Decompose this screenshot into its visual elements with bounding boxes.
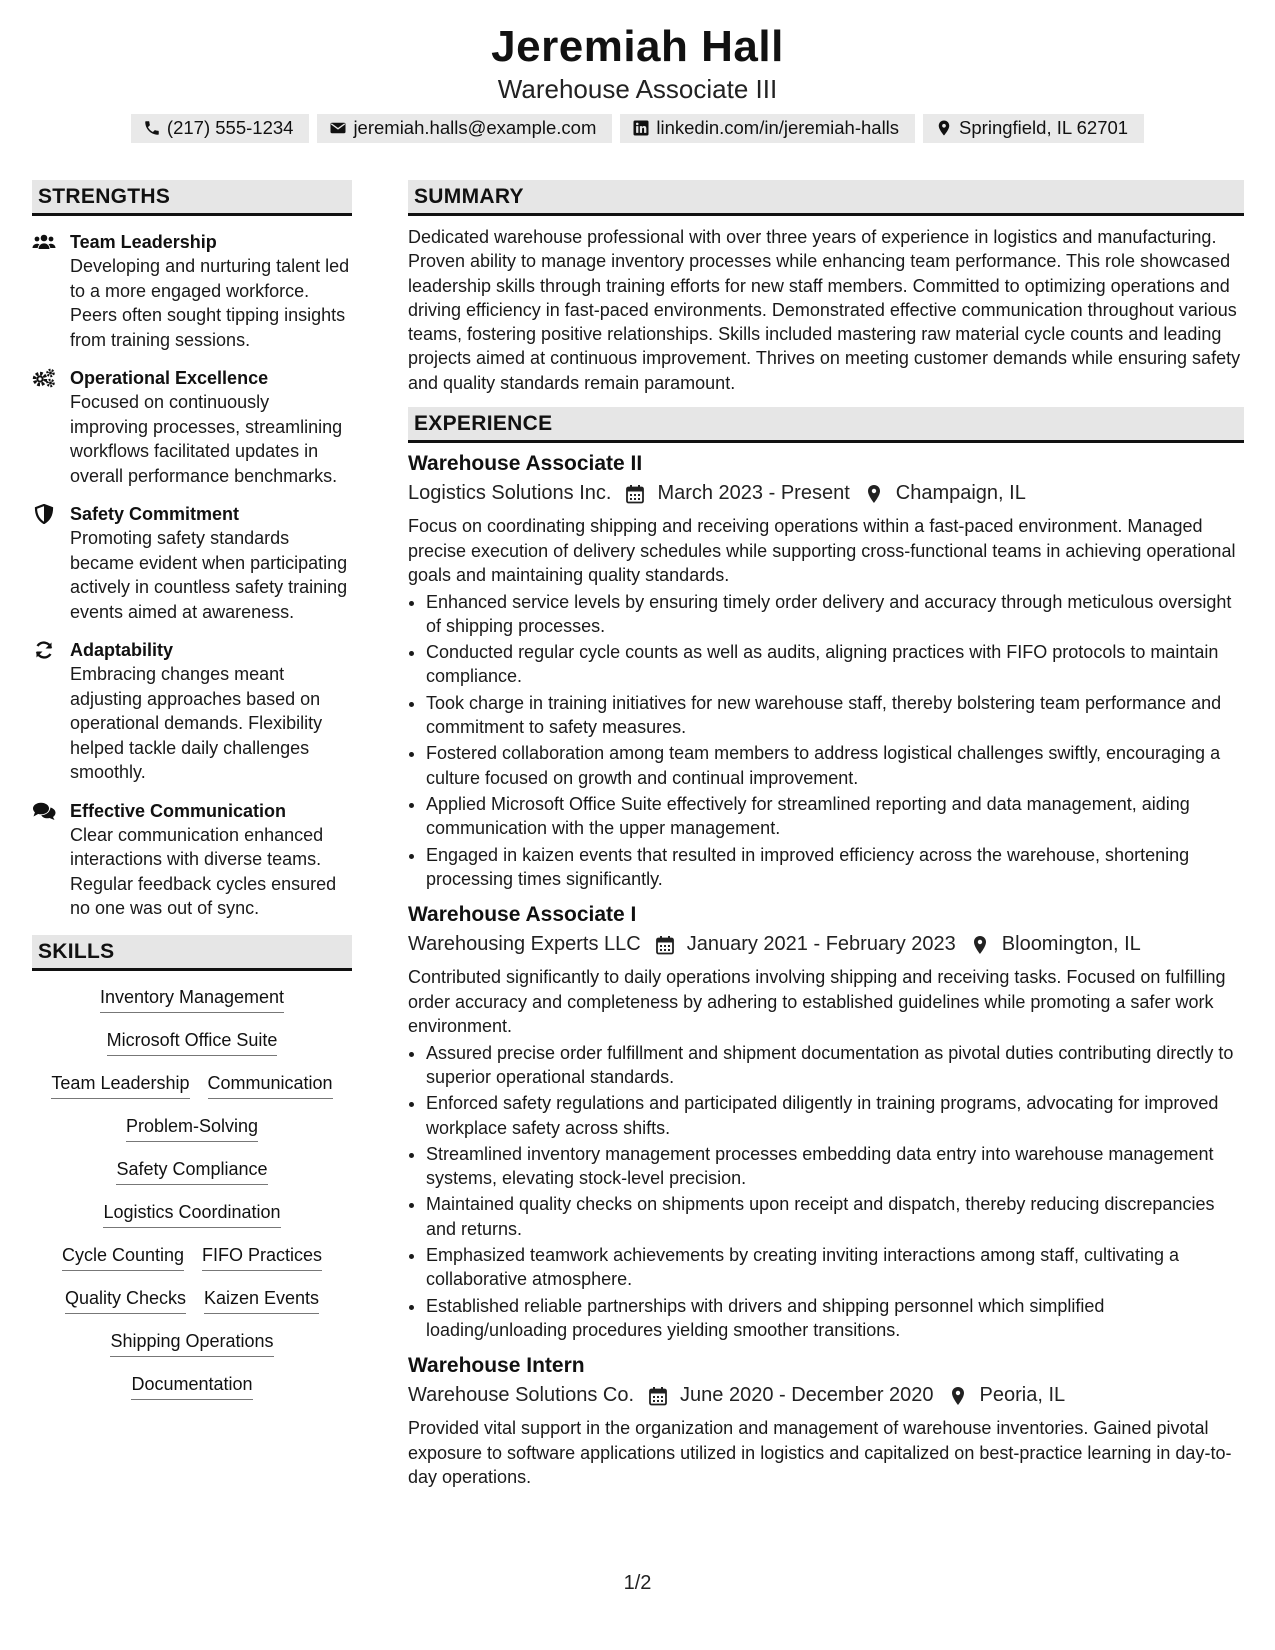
job-company: Warehousing Experts LLC xyxy=(408,933,641,956)
skills-row xyxy=(51,1073,332,1099)
skills-list xyxy=(32,987,352,1417)
job-bullet: • Enhanced service levels by ensuring timely order delivery and accuracy through meticulous oversight of shipping processes. xyxy=(426,590,1244,639)
strength-item xyxy=(32,230,352,352)
skills-row xyxy=(131,1374,252,1400)
skill-tag: Problem-Solving xyxy=(126,1116,258,1142)
strength-desc: Developing and nurturing talent led to a more engaged workforce. Peers often sought tipping insights from training sessions. xyxy=(70,256,350,350)
skill-tag: Team Leadership xyxy=(51,1073,189,1099)
skills-row xyxy=(62,1245,322,1271)
linkedin-icon xyxy=(632,119,650,137)
strength-desc: Focused on continuously improving processes, streamlining workflows facilitated updates in overall performance benchmarks. xyxy=(70,392,343,486)
skills-row xyxy=(100,987,284,1013)
job-company: Logistics Solutions Inc. xyxy=(408,482,612,505)
job-bullet: • Applied Microsoft Office Suite effectively for streamlined reporting and data management, aiding communication with the upper management. xyxy=(426,792,1244,841)
strength-desc: Embracing changes meant adjusting approaches based on operational demands. Flexibility helped tackle daily challenges smoothly. xyxy=(70,664,323,782)
job-location: Bloomington, IL xyxy=(1001,933,1141,956)
contact-linkedin[interactable] xyxy=(620,114,915,143)
calendar-icon xyxy=(625,484,645,504)
strength-item xyxy=(32,366,352,488)
skill-tag: Safety Compliance xyxy=(116,1159,267,1185)
left-column xyxy=(32,180,352,1417)
contact-location[interactable] xyxy=(923,114,1144,143)
skills-row xyxy=(107,1030,278,1056)
skill-tag: Inventory Management xyxy=(100,987,284,1013)
job-entry xyxy=(408,1354,1244,1490)
job-entry xyxy=(408,452,1244,891)
contact-bar xyxy=(0,114,1275,143)
strength-title: Adaptability xyxy=(70,640,174,660)
skill-tag: Microsoft Office Suite xyxy=(107,1030,278,1056)
job-description: Provided vital support in the organization and management of warehouse inventories. Gained pivotal exposure to software applications utilized in logistics and capitalized on best-practice learning in day-to-day operations. xyxy=(408,1418,1232,1488)
job-title: Warehouse Associate II xyxy=(408,452,643,476)
contact-email-text: jeremiah.halls@example.com xyxy=(353,117,597,138)
strength-item xyxy=(32,799,352,921)
job-location: Peoria, IL xyxy=(979,1384,1066,1407)
shield-icon xyxy=(32,504,56,524)
map-pin-icon xyxy=(864,484,884,504)
phone-icon xyxy=(143,119,161,137)
job-bullet: • Enforced safety regulations and participated diligently in training programs, advocating for improved workplace safety across shifts. xyxy=(426,1091,1244,1140)
strength-title: Operational Excellence xyxy=(70,368,269,388)
job-dates: March 2023 - Present xyxy=(657,482,850,505)
strength-item xyxy=(32,638,352,785)
job-company: Warehouse Solutions Co. xyxy=(408,1384,635,1407)
strengths-heading: STRENGTHS xyxy=(32,180,352,216)
skills-row xyxy=(103,1202,280,1228)
contact-phone-text: (217) 555-1234 xyxy=(166,117,294,138)
page-number: 1/2 xyxy=(623,1572,652,1594)
skill-tag: Logistics Coordination xyxy=(103,1202,280,1228)
map-pin-icon xyxy=(948,1386,968,1406)
strength-desc: Promoting safety standards became evident when participating actively in countless safety training events aimed at awareness. xyxy=(70,528,348,622)
calendar-icon xyxy=(648,1386,668,1406)
users-icon xyxy=(32,232,56,252)
gears-icon xyxy=(32,368,56,388)
skills-row xyxy=(65,1288,319,1314)
skill-tag: Quality Checks xyxy=(65,1288,186,1314)
skill-tag: Communication xyxy=(208,1073,333,1099)
job-bullet: • Streamlined inventory management processes embedding data entry into warehouse management systems, elevating stock-level precision. xyxy=(426,1142,1244,1191)
contact-phone[interactable] xyxy=(131,114,310,143)
strength-title: Safety Commitment xyxy=(70,504,240,524)
summary-heading: SUMMARY xyxy=(408,180,1244,216)
contact-email[interactable] xyxy=(317,114,612,143)
job-bullet: • Maintained quality checks on shipments upon receipt and dispatch, thereby reducing discrepancies and returns. xyxy=(426,1192,1244,1241)
job-bullet: • Assured precise order fulfillment and shipment documentation as pivotal duties contributing directly to superior operational standards. xyxy=(426,1041,1244,1090)
skill-tag: FIFO Practices xyxy=(202,1245,322,1271)
job-bullet: • Established reliable partnerships with drivers and shipping personnel which simplified loading/unloading procedures yielding smoother transitions. xyxy=(426,1294,1244,1343)
job-bullet: • Conducted regular cycle counts as well as audits, aligning practices with FIFO protocols to maintain compliance. xyxy=(426,640,1244,689)
job-title: Warehouse Intern xyxy=(408,1354,585,1378)
job-meta xyxy=(408,1384,1244,1407)
calendar-icon xyxy=(655,935,675,955)
job-bullet: • Engaged in kaizen events that resulted in improved efficiency across the warehouse, shortening processing times significantly. xyxy=(426,843,1244,892)
skills-row xyxy=(126,1116,258,1142)
right-column xyxy=(408,180,1244,1490)
contact-linkedin-text: linkedin.com/in/jeremiah-halls xyxy=(656,117,900,138)
strength-item xyxy=(32,502,352,624)
summary-text: Dedicated warehouse professional with over three years of experience in logistics and manufacturing. Proven ability to manage inventory processes while enhancing team performance. This role showcased leadership skills through training efforts for new staff members. Committed to optimizing operations and driving efficiency in fast-paced environments. Demonstrated effective communication throughout various teams, fostering positive relationships. Skills included mastering raw material cycle counts and leading projects aimed at continuous improvement. Thrives on meeting customer demands while ensuring safety and quality standards remain paramount. xyxy=(408,227,1241,393)
skills-heading: SKILLS xyxy=(32,935,352,971)
skill-tag: Shipping Operations xyxy=(110,1331,273,1357)
skill-tag: Documentation xyxy=(131,1374,252,1400)
job-bullet: • Fostered collaboration among team members to address logistical challenges swiftly, encouraging a culture focused on growth and continual improvement. xyxy=(426,741,1244,790)
job-meta xyxy=(408,482,1244,505)
strength-title: Effective Communication xyxy=(70,800,287,821)
candidate-name: Jeremiah Hall xyxy=(491,22,784,71)
contact-location-text: Springfield, IL 62701 xyxy=(959,117,1129,138)
job-location: Champaign, IL xyxy=(895,482,1026,505)
skills-row xyxy=(110,1331,273,1357)
envelope-icon xyxy=(329,119,347,137)
job-bullet: • Took charge in training initiatives for new warehouse staff, thereby bolstering team performance and commitment to safety measures. xyxy=(426,691,1244,740)
job-meta xyxy=(408,933,1244,956)
job-bullets xyxy=(408,590,1244,892)
job-dates: June 2020 - December 2020 xyxy=(680,1384,934,1407)
strength-title: Team Leadership xyxy=(70,232,217,252)
skill-tag: Cycle Counting xyxy=(62,1245,184,1271)
skills-row xyxy=(116,1159,267,1185)
job-description: Contributed significantly to daily operations involving shipping and receiving tasks. Focused on fulfilling order accuracy and completeness by adhering to established guidelines while promoting a safer work environment. xyxy=(408,967,1226,1037)
job-bullets xyxy=(408,1041,1244,1343)
map-pin-icon xyxy=(935,119,953,137)
experience-heading: EXPERIENCE xyxy=(408,407,1244,443)
strengths-list xyxy=(32,230,352,921)
job-bullet: • Emphasized teamwork achievements by creating inviting interactions among staff, cultivating a collaborative atmosphere. xyxy=(426,1243,1244,1292)
refresh-icon xyxy=(32,640,56,660)
skill-tag: Kaizen Events xyxy=(204,1288,319,1314)
candidate-role: Warehouse Associate III xyxy=(497,74,778,104)
map-pin-icon xyxy=(970,935,990,955)
job-title: Warehouse Associate I xyxy=(408,903,637,927)
job-dates: January 2021 - February 2023 xyxy=(686,933,956,956)
job-description: Focus on coordinating shipping and receiving operations within a fast-paced environment. Managed precise execution of delivery schedules while supporting cross-functional teams in achieving operational goals and maintaining quality standards. xyxy=(408,516,1236,586)
job-entry xyxy=(408,903,1244,1342)
strength-desc: Clear communication enhanced interactions with diverse teams. Regular feedback cycles ensured no one was out of sync. xyxy=(70,824,337,918)
comments-icon xyxy=(32,801,56,821)
